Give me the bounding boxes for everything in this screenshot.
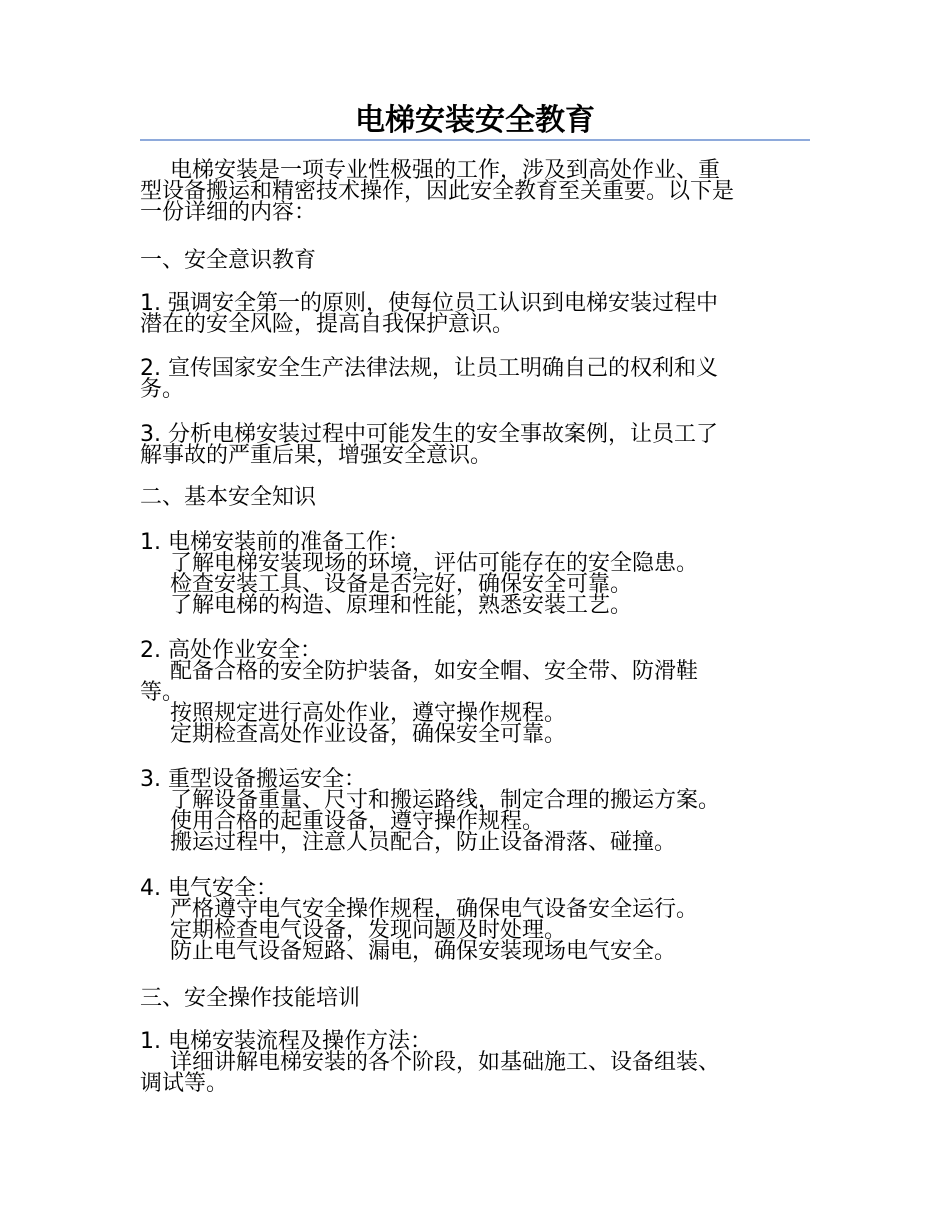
subsection-line: 检查安装工具、设备是否完好，确保安全可靠。 <box>170 572 633 597</box>
subsection <box>140 878 810 962</box>
title-underline <box>140 139 810 141</box>
subsection-line: 了解设备重量、尺寸和搬运路线，制定合理的搬运方案。 <box>170 788 721 813</box>
list-item-line: 务。 <box>140 377 185 402</box>
subsection <box>140 532 810 616</box>
list-item <box>140 293 810 335</box>
subsection <box>140 769 810 853</box>
subsection-line: 严格遵守电气安全操作规程，确保电气设备安全运行。 <box>170 897 699 922</box>
subsection-title: 3. 重型设备搬运安全： <box>140 767 366 792</box>
section-heading: 三、安全操作技能培训 <box>140 986 361 1011</box>
intro-line: 电梯安装是一项专业性极强的工作，涉及到高处作业、重 <box>170 158 721 183</box>
subsection-line: 定期检查高处作业设备，确保安全可靠。 <box>170 722 567 747</box>
list-item <box>140 424 810 466</box>
subsection-line: 搬运过程中，注意人员配合，防止设备滑落、碰撞。 <box>170 830 677 855</box>
section-heading: 一、安全意识教育 <box>140 248 317 273</box>
subsection <box>140 640 810 745</box>
subsection-line: 防止电气设备短路、漏电，确保安装现场电气安全。 <box>170 939 677 964</box>
list-item-line: 2. 宣传国家安全生产法律法规，让员工明确自己的权利和义 <box>140 356 718 381</box>
subsection-title: 1. 电梯安装流程及操作方法： <box>140 1029 432 1054</box>
subsection-line: 定期检查电气设备，发现问题及时处理。 <box>170 918 567 943</box>
list-item <box>140 358 810 400</box>
section-heading: 二、基本安全知识 <box>140 485 317 510</box>
list-item-line: 1. 强调安全第一的原则，使每位员工认识到电梯安装过程中 <box>140 291 718 316</box>
list-item-line: 潜在的安全风险，提高自我保护意识。 <box>140 312 515 337</box>
intro-line: 型设备搬运和精密技术操作，因此安全教育至关重要。以下是 <box>140 179 735 204</box>
subsection-title: 2. 高处作业安全： <box>140 638 322 663</box>
subsection <box>140 1031 810 1094</box>
subsection-line: 调试等。 <box>140 1071 229 1096</box>
list-item-line: 3. 分析电梯安装过程中可能发生的安全事故案例，让员工了 <box>140 422 718 447</box>
intro-paragraph <box>140 160 810 223</box>
intro-line: 一份详细的内容： <box>140 200 317 225</box>
subsection-line: 使用合格的起重设备，遵守操作规程。 <box>170 809 545 834</box>
list-item-line: 解事故的严重后果，增强安全意识。 <box>140 443 493 468</box>
subsection-line: 等。 <box>140 680 185 705</box>
subsection-line: 配备合格的安全防护装备，如安全帽、安全带、防滑鞋 <box>170 659 699 684</box>
subsection-line: 了解电梯安装现场的环境，评估可能存在的安全隐患。 <box>170 551 699 576</box>
subsection-line: 详细讲解电梯安装的各个阶段，如基础施工、设备组装、 <box>170 1050 721 1075</box>
document-title: 电梯安装安全教育 <box>355 103 595 138</box>
subsection-title: 4. 电气安全： <box>140 876 278 901</box>
subsection-line: 了解电梯的构造、原理和性能，熟悉安装工艺。 <box>170 593 633 618</box>
subsection-line: 按照规定进行高处作业，遵守操作规程。 <box>170 701 567 726</box>
subsection-title: 1. 电梯安装前的准备工作： <box>140 530 410 555</box>
